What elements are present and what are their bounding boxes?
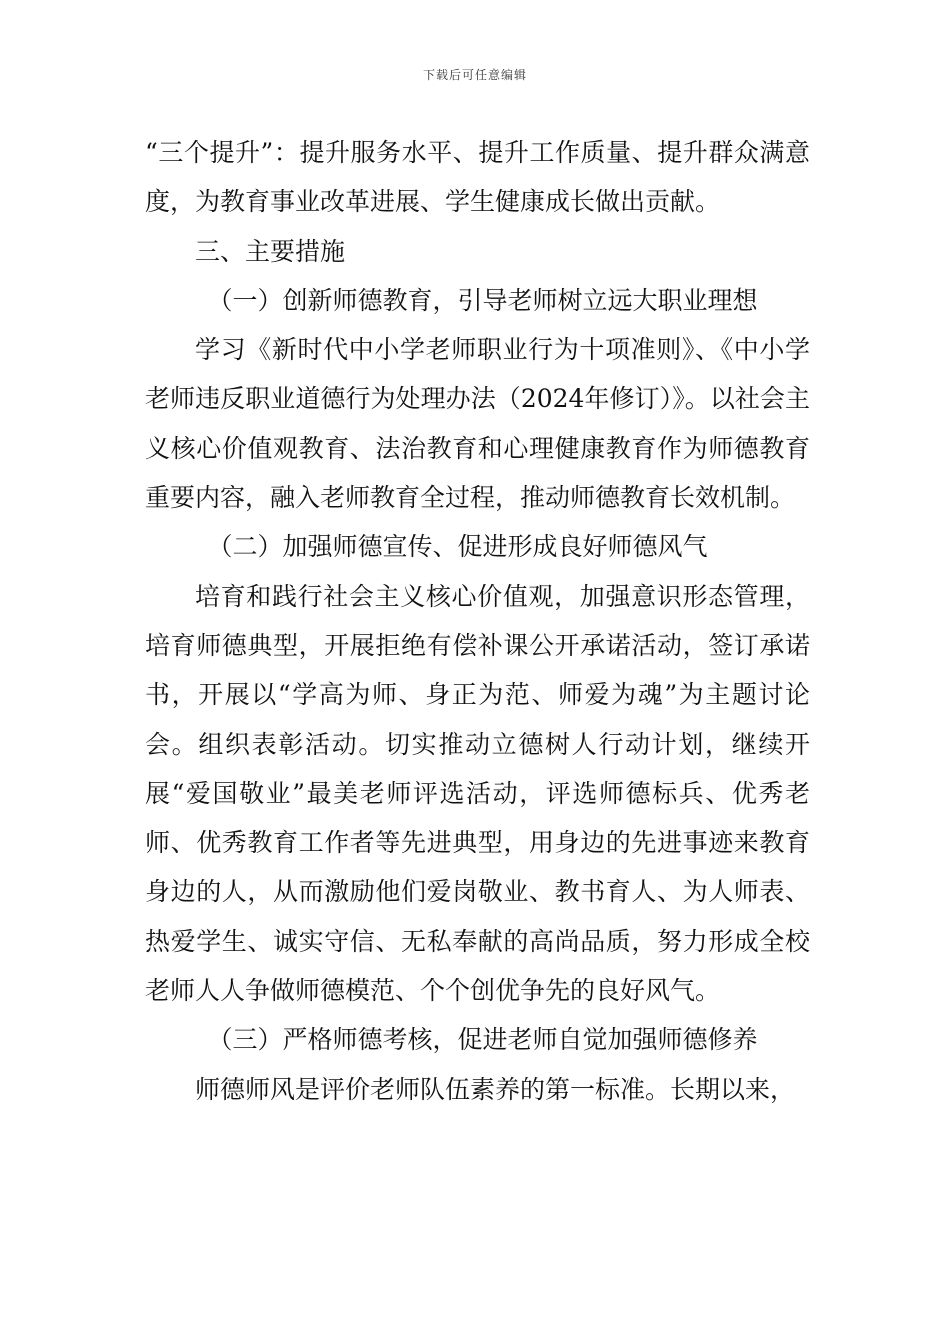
paragraph-continuation: “三个提升”：提升服务水平、提升工作质量、提升群众满意度，为教育事业改革进展、学生健康成长做出贡献。 bbox=[145, 138, 810, 217]
subsection-heading-2: （二）加强师德宣传、促进形成良好师德风气 bbox=[207, 532, 708, 562]
subsection-heading-3: （三）严格师德考核，促进老师自觉加强师德修养 bbox=[207, 1025, 758, 1055]
paragraph-1: 学习《新时代中小学老师职业行为十项准则》、《中小学老师违反职业道德行为处理办法（2024年修订）》。以社会主义核心价值观教育、法治教育和心理健康教育作为师德教育重要内容，融入老师教育全过程，推动师德教育长效机制。 bbox=[145, 335, 810, 513]
subsection-heading-1: （一）创新师德教育，引导老师树立远大职业理想 bbox=[207, 285, 758, 315]
section-heading: 三、主要措施 bbox=[195, 236, 346, 266]
paragraph-3: 师德师风是评价老师队伍素养的第一标准。长期以来， bbox=[195, 1074, 796, 1104]
page-header: 下载后可任意编辑 bbox=[422, 68, 527, 82]
document-body bbox=[145, 128, 810, 1114]
paragraph-2: 培育和践行社会主义核心价值观，加强意识形态管理，培育师德典型，开展拒绝有偿补课公开承诺活动，签订承诺书，开展以“学高为师、身正为范、师爱为魂”为主题讨论会。组织表彰活动。切实推动立德树人行动计划，继续开展“爱国敬业”最美老师评选活动，评选师德标兵、优秀老师、优秀教育工作者等先进典型，用身边的先进事迹来教育身边的人，从而激励他们爱岗敬业、教书育人、为人师表、热爱学生、诚实守信、无私奉献的高尚品质，努力形成全校老师人人争做师德模范、个个创优争先的良好风气。 bbox=[145, 581, 810, 1006]
